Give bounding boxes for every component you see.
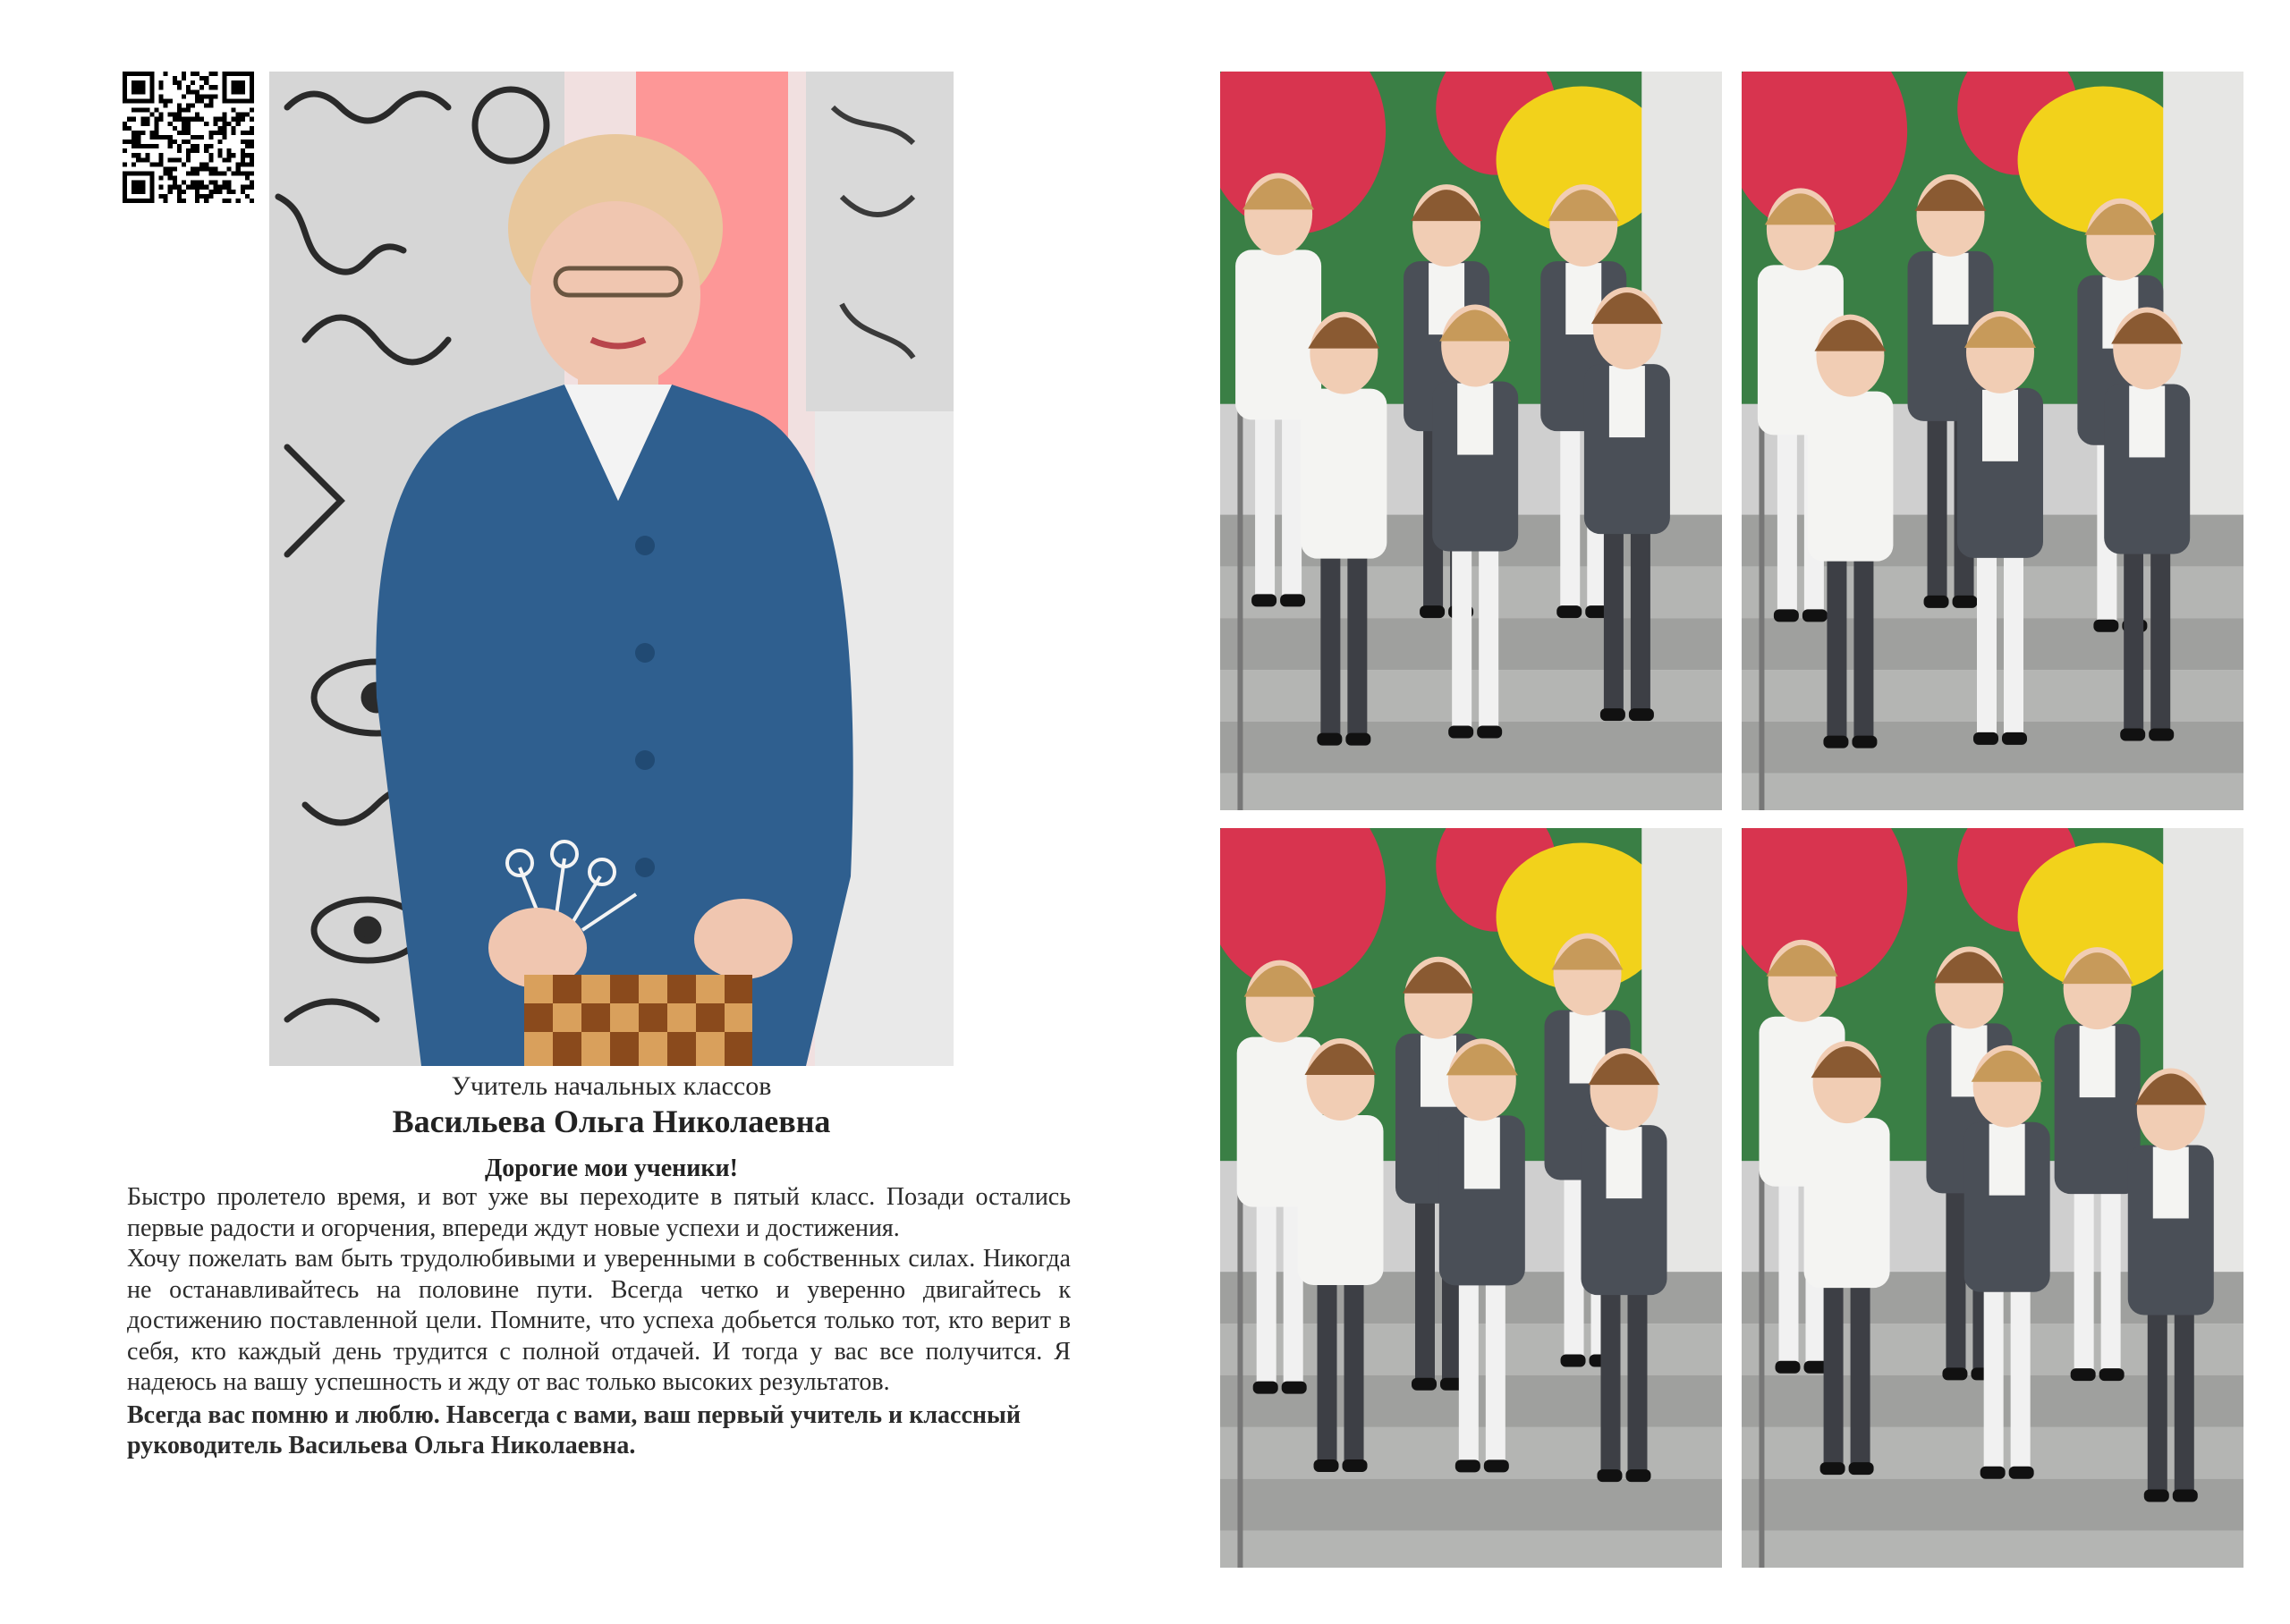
letter-paragraph-2: Хочу пожелать вам быть трудолюбивыми и уверенными в собственных силах. Никогда не останавливайтесь на половине пути. Всегда четко и уверенно двигайтесь к достижению поставленной цели. Помните, что успеха добьется только тот, кто верит в себя, кто каждый день трудится с полной отдачей. И тогда у вас все получится. Я надеюсь на вашу успешность и жду от вас только высоких результатов. (127, 1245, 1071, 1396)
class-group-photo-3 (1220, 828, 1722, 1568)
teacher-name: Васильева Ольга Николаевна (392, 1104, 831, 1139)
letter-paragraph-1: Быстро пролетело время, и вот уже вы переходите в пятый класс. Позади остались первые радости и огорчения, впереди ждут новые успехи и достижения. (127, 1183, 1071, 1242)
class-group-photo-2 (1742, 72, 2243, 810)
qr-code-icon[interactable] (123, 72, 254, 203)
letter-body (127, 1182, 1071, 1462)
class-group-photo-4 (1742, 828, 2243, 1568)
teacher-portrait-photo (269, 72, 954, 1066)
class-group-photo-1 (1220, 72, 1722, 810)
letter-closing: Всегда вас помню и люблю. Навсегда с вами, ваш первый учитель и классный руководитель Васильева Ольга Николаевна. (127, 1400, 1022, 1459)
teacher-role: Учитель начальных классов (451, 1071, 772, 1101)
letter-greeting: Дорогие мои ученики! (484, 1155, 739, 1182)
